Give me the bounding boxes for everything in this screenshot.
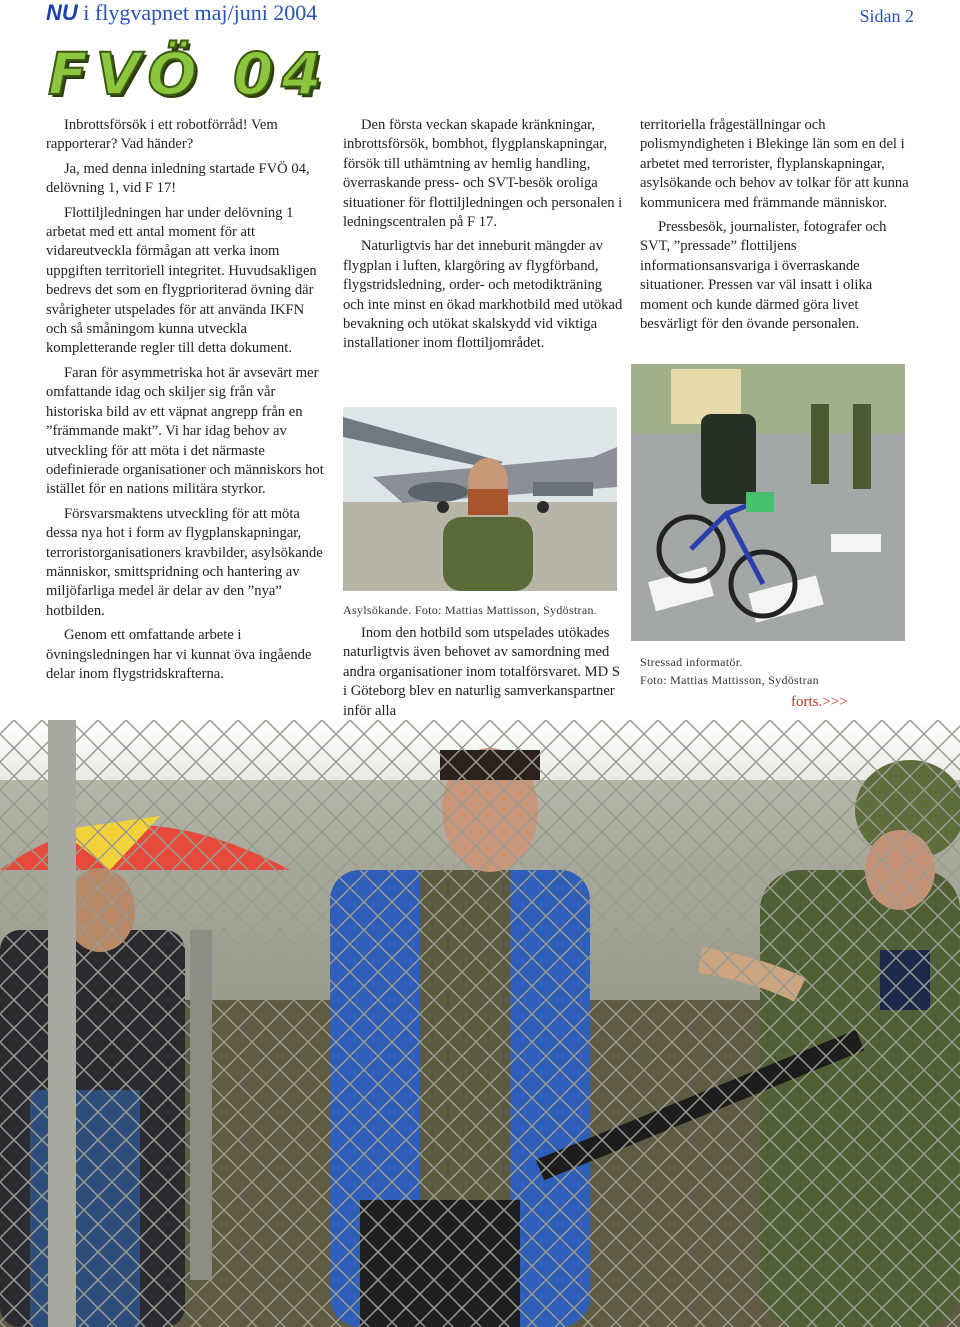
column-1 [46, 116, 324, 689]
issue-title: i flygvapnet maj/juni 2004 [83, 0, 318, 25]
brand-logo: NU [46, 0, 78, 25]
photo-fence-confrontation [0, 720, 960, 1327]
lede-answer: Ja, med denna inledning startade FVÖ 04, delövning 1, vid F 17! [46, 160, 310, 197]
caption-line: Stressad informatör. [640, 655, 743, 669]
page-number: Sidan 2 [859, 6, 914, 26]
paragraph: Inom den hotbild som utspelades utökades naturligtvis även behovet av samordning med andra organisationer inom totalförsvaret. MD S i Göteborg blev en naturlig samverkanspartner inför alla [343, 625, 620, 719]
caption-stressad [640, 653, 910, 689]
paragraph: Genom ett omfattande arbete i övningsledningen har vi kunnat öva ingående delar inom flygstridskrafterna. [46, 627, 312, 682]
paragraph: Naturligtvis har det inneburit mängder av flygplan i luften, klargöring av flygförband, flygstridsledning, order- och metodikträning och inte minst en ökad markhotbild med utökad bevakning och utökat skalskydd vid viktiga installationer inom flottiljområdet. [343, 238, 623, 352]
publication-title [46, 0, 317, 30]
banner-title: FVÖ 04 [48, 40, 330, 108]
column-2 [343, 116, 623, 359]
column-3 [640, 116, 915, 339]
paragraph: Försvarsmaktens utveckling för att möta dessa nya hot i form av flygplanskapningar, terroristorganisationers kravbilder, asylsökande människor, smittspridning och hantering av miljöfarliga medel är delar av den ”nya” hotbilden. [46, 505, 323, 619]
paragraph: Faran för asymmetriska hot är avsevärt mer omfattande idag och skiljer sig från vår historiska bild av ett väpnat angrepp från en ”främmande makt”. Vi har idag behov av utveckling för att möta i det närmaste odefinierade organisationer och människors hot istället för en nations militära styrkor. [46, 364, 324, 498]
caption-credit: Foto: Mattias Mattisson, Sydöstran [640, 673, 819, 687]
lede-question: Inbrottsförsök i ett robotförråd! Vem rapporterar? Vad händer? [46, 117, 278, 153]
continued-link[interactable]: forts.>>> [791, 694, 848, 710]
photo-asylsokande [343, 407, 617, 591]
paragraph: Flottiljledningen har under delövning 1 arbetat med ett antal moment för att vidareutveckla förmågan att verka inom uppgiften territoriell integritet. Huvudsakligen bedrevs det som en flygprioriterad övning där svårigheter utspelades för att använda IKFN och så småningom kunna utveckla kompletterande regler till detta dokument. [46, 204, 317, 357]
paragraph: territoriella frågeställningar och polismyndigheten i Blekinge län som en del i arbetet med terrorister, flyplanskapningar, asylsökande och behov av tolkar för att kunna kommunicera med främmande människor. [640, 117, 909, 211]
caption-asylsokande: Asylsökande. Foto: Mattias Mattisson, Sydöstran. [343, 603, 598, 617]
column-2-continued [343, 624, 623, 726]
paragraph: Pressbesök, journalister, fotografer och SVT, ”pressade” flottiljens informationsansvariga i överraskande situationer. Pressen var väl insatt i olika moment och kunde därmed göra livet besvärligt för den övande personalen. [640, 219, 887, 333]
paragraph: Den första veckan skapade kränkningar, inbrottsförsök, bombhot, flygplanskapningar, försök till uthämtning av hemlig handling, överraskande press- och SVT-besök oroliga situationer för flottiljledningen och personalen i ledningscentralen på F 17. [343, 117, 623, 231]
photo-stressad-informator [631, 364, 905, 641]
